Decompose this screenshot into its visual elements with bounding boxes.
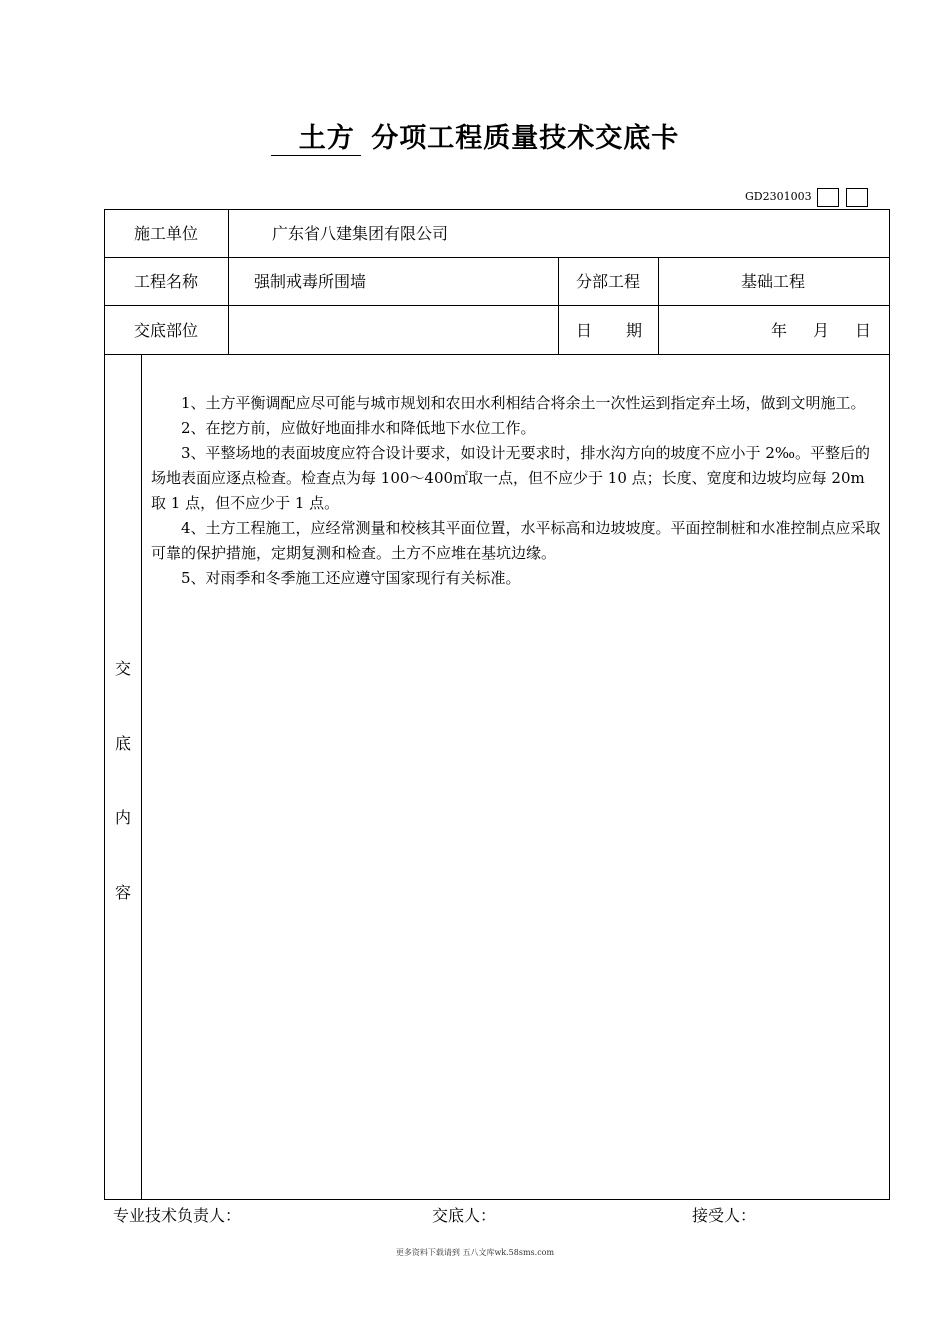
form-table xyxy=(104,209,890,1200)
checkbox-1[interactable] xyxy=(817,188,839,207)
presenter-signature: 交底人： xyxy=(432,1206,497,1225)
source-note: 更多资料下载请到 五八文库wk.58sms.com xyxy=(395,1248,555,1257)
date-label-1: 日 xyxy=(576,321,593,340)
content-label-char: 容 xyxy=(114,883,131,902)
tech-lead-signature: 专业技术负责人： xyxy=(113,1206,242,1225)
form-code: GD2301003 xyxy=(745,190,812,203)
disclosure-content xyxy=(151,391,881,591)
content-paragraph: 1、土方平衡调配应尽可能与城市规划和农田水利相结合将余土一次性运到指定弃土场，做到文明施工。 xyxy=(181,394,866,412)
content-paragraph: 5、对雨季和冬季施工还应遵守国家现行有关标准。 xyxy=(181,569,521,587)
construction-unit-label: 施工单位 xyxy=(133,224,198,243)
content-paragraph: 2、在挖方前，应做好地面排水和降低地下水位工作。 xyxy=(181,419,536,437)
row-divider xyxy=(104,257,889,258)
content-label-char: 底 xyxy=(114,734,131,753)
col-divider xyxy=(141,354,142,1199)
sub-project-label: 分部工程 xyxy=(575,272,640,291)
construction-unit-value[interactable]: 广东省八建集团有限公司 xyxy=(272,224,449,243)
date-day[interactable]: 日 xyxy=(855,321,872,340)
content-paragraph: 3、平整场地的表面坡度应符合设计要求，如设计无要求时，排水沟方向的坡度不应小于 2‰。平整后的场地表面应逐点检查。检查点为每 100～400㎡取一点，但不应少于 10 点；长度、宽度和边坡均应每 20m 取 1 点，但不应少于 1 点。 xyxy=(151,444,870,512)
date-year[interactable]: 年 xyxy=(771,321,788,340)
receiver-signature: 接受人： xyxy=(692,1206,757,1225)
page-title xyxy=(0,116,950,156)
sub-project-value[interactable]: 基础工程 xyxy=(740,272,805,291)
content-paragraph: 4、土方工程施工，应经常测量和校核其平面位置，水平标高和边坡坡度。平面控制桩和水准控制点应采取可靠的保护措施，定期复测和检查。土方不应堆在基坑边缘。 xyxy=(151,519,881,562)
col-divider xyxy=(228,209,229,355)
date-label-2: 期 xyxy=(626,321,643,340)
checkbox-2[interactable] xyxy=(846,188,868,207)
project-name-label: 工程名称 xyxy=(133,272,198,291)
location-label: 交底部位 xyxy=(133,321,198,340)
row-divider xyxy=(104,354,889,355)
date-month[interactable]: 月 xyxy=(813,321,830,340)
content-label-char: 交 xyxy=(114,659,131,678)
title-blank-value: 土方 xyxy=(271,116,361,156)
content-label-char: 内 xyxy=(114,808,131,827)
title-suffix: 分项工程质量技术交底卡 xyxy=(371,123,680,154)
row-divider xyxy=(104,305,889,306)
project-name-value[interactable]: 强制戒毒所围墙 xyxy=(254,272,367,291)
